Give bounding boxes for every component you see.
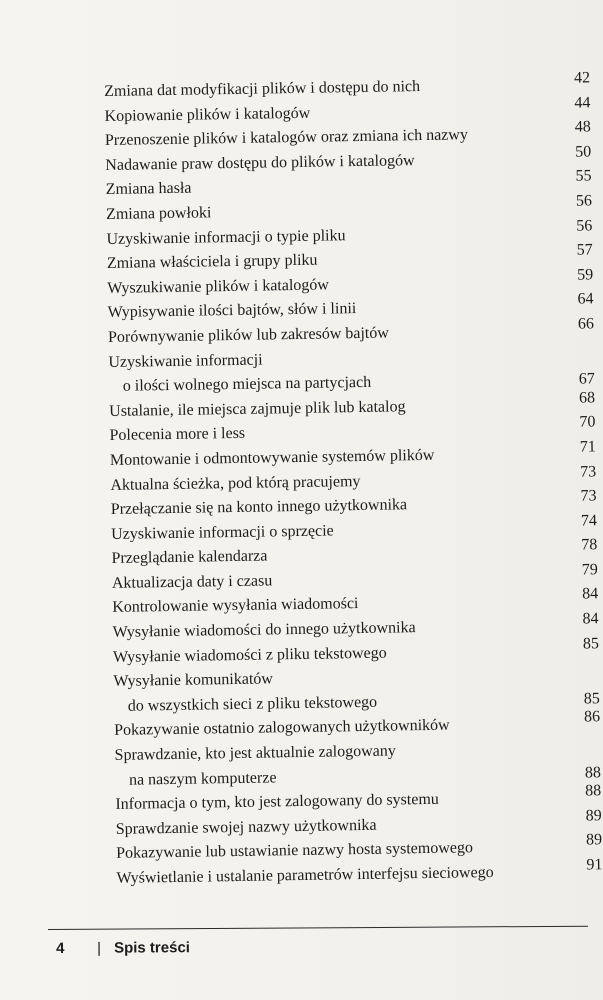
toc-entry-title: Porównywanie plików lub zakresów bajtów bbox=[107, 324, 389, 346]
toc-entry-title: Polecenia more i less bbox=[109, 425, 246, 445]
toc-entry bbox=[113, 662, 603, 719]
toc-entry-title: Zmiana hasła bbox=[105, 180, 192, 199]
toc-entry-page-number: 84 bbox=[582, 610, 599, 628]
footer-section-title: Spis treści bbox=[113, 939, 190, 957]
toc-entry-title: Ustalanie, ile miejsca zajmuje plik lub katalog bbox=[109, 398, 406, 420]
toc-entry-page-number: 66 bbox=[577, 315, 595, 333]
toc-entry-page-number: 89 bbox=[585, 807, 602, 825]
toc-entry-page-number: 88 bbox=[584, 763, 602, 782]
toc-entry-title: Aktualizacja daty i czasu bbox=[111, 572, 273, 592]
toc-entry-page-number: 74 bbox=[580, 511, 598, 530]
toc-entry-page-number: 86 bbox=[583, 708, 601, 726]
toc-entry-title: Wysyłanie wiadomości z pliku tekstowego bbox=[112, 644, 387, 666]
toc-entry-page-number: 78 bbox=[581, 536, 598, 554]
footer-separator: | bbox=[97, 939, 102, 957]
toc-entry-page-number: 88 bbox=[585, 782, 602, 800]
toc-entry-page-number: 85 bbox=[583, 690, 600, 708]
toc-entry-title: Zmiana dat modyfikacji plików i dostępu do nich bbox=[104, 78, 421, 100]
toc-entry-title: Wysyłanie wiadomości do innego użytkownika bbox=[112, 619, 416, 641]
toc-entry-title: Przeglądanie kalendarza bbox=[111, 547, 268, 568]
toc-entry-page-number: 56 bbox=[576, 216, 593, 235]
toc-entry-page-number: 70 bbox=[579, 413, 596, 431]
toc-entry-page-number: 85 bbox=[582, 634, 600, 653]
toc-entry-title: Kopiowanie plików i katalogów bbox=[104, 104, 311, 125]
page-footer bbox=[56, 939, 190, 957]
toc-entry-page-number: 79 bbox=[581, 561, 598, 579]
toc-entry-title: Uzyskiwanie informacji o typie pliku bbox=[106, 226, 346, 248]
toc-entry-title: Sprawdzanie swojej nazwy użytkownika bbox=[115, 816, 377, 838]
toc-entry-page-number: 56 bbox=[575, 192, 593, 210]
toc-entry-page-number: 89 bbox=[585, 831, 603, 849]
toc-entry-title-continuation: do wszystkich sieci z pliku tekstowego bbox=[127, 693, 378, 715]
toc-entry-page-number: 73 bbox=[580, 487, 597, 505]
toc-entry-title: Zmiana właściciela i grupy pliku bbox=[106, 251, 318, 273]
toc-entry-page-number: 55 bbox=[575, 167, 592, 185]
toc-entry-title: Kontrolowanie wysyłania wiadomości bbox=[112, 595, 359, 617]
toc-entry-page-number: 48 bbox=[574, 118, 591, 136]
toc-entry-page-number: 57 bbox=[576, 241, 593, 259]
toc-entry-title: Przełączanie się na konto innego użytkownika bbox=[110, 496, 408, 519]
toc-entry-title: Wyświetlanie i ustalanie parametrów interfejsu sieciowego bbox=[116, 863, 494, 887]
toc-entry-page-number: 44 bbox=[574, 93, 591, 112]
toc-entry-title: Przenoszenie plików i katalogów oraz zmiana ich nazwy bbox=[104, 126, 469, 150]
toc-entry-page-number: 71 bbox=[579, 438, 596, 456]
toc-entry-page-number: 91 bbox=[586, 856, 603, 874]
toc-entry-page-number: 59 bbox=[576, 266, 594, 284]
toc-entry bbox=[114, 736, 603, 793]
toc-entry-page-number: 68 bbox=[578, 389, 596, 407]
toc-entry-title: Montowanie i odmontowywanie systemów plików bbox=[109, 446, 435, 469]
toc-entry-title: Zmiana powłoki bbox=[105, 204, 212, 223]
toc-entry-page-number: 73 bbox=[580, 462, 597, 481]
toc-entry-title: Uzyskiwanie informacji bbox=[108, 351, 263, 371]
toc-entry-page-number: 67 bbox=[578, 370, 595, 388]
toc-entry-title: Uzyskiwanie informacji o sprzęcie bbox=[111, 522, 334, 543]
toc-entry-title-continuation: o ilości wolnego miejsca na partycjach bbox=[122, 373, 372, 395]
toc-entry-page-number: 50 bbox=[575, 143, 592, 161]
toc-entry-title: Wyszukiwanie plików i katalogów bbox=[107, 276, 330, 297]
toc-entry-title: Wysyłanie komunikatów bbox=[113, 670, 274, 691]
toc-entry-title: Pokazywanie ostatnio zalogowanych użytkowników bbox=[114, 717, 450, 740]
toc-entry-page-number: 84 bbox=[582, 585, 599, 604]
toc-entry-page-number: 42 bbox=[573, 69, 591, 87]
toc-entry-title: Pokazywanie lub ustawianie nazwy hosta systemowego bbox=[116, 839, 474, 863]
toc-entry-page-number: 64 bbox=[577, 290, 594, 308]
toc-entry-title: Sprawdzanie, kto jest aktualnie zalogowany bbox=[114, 742, 396, 764]
toc-entry-title: Nadawanie praw dostępu do plików i katalogów bbox=[105, 151, 415, 174]
footer-rule bbox=[48, 926, 588, 930]
footer-page-number: 4 bbox=[56, 939, 65, 957]
toc-entry bbox=[108, 343, 603, 400]
toc-entry-title-continuation: na naszym komputerze bbox=[128, 769, 277, 789]
toc-entry-title: Aktualna ścieżka, pod którą pracujemy bbox=[110, 472, 361, 494]
table-of-contents bbox=[104, 69, 603, 891]
toc-entry-title: Informacja o tym, kto jest zalogowany do systemu bbox=[115, 791, 439, 814]
toc-entry-title: Wypisywanie ilości bajtów, słów i linii bbox=[107, 300, 357, 322]
